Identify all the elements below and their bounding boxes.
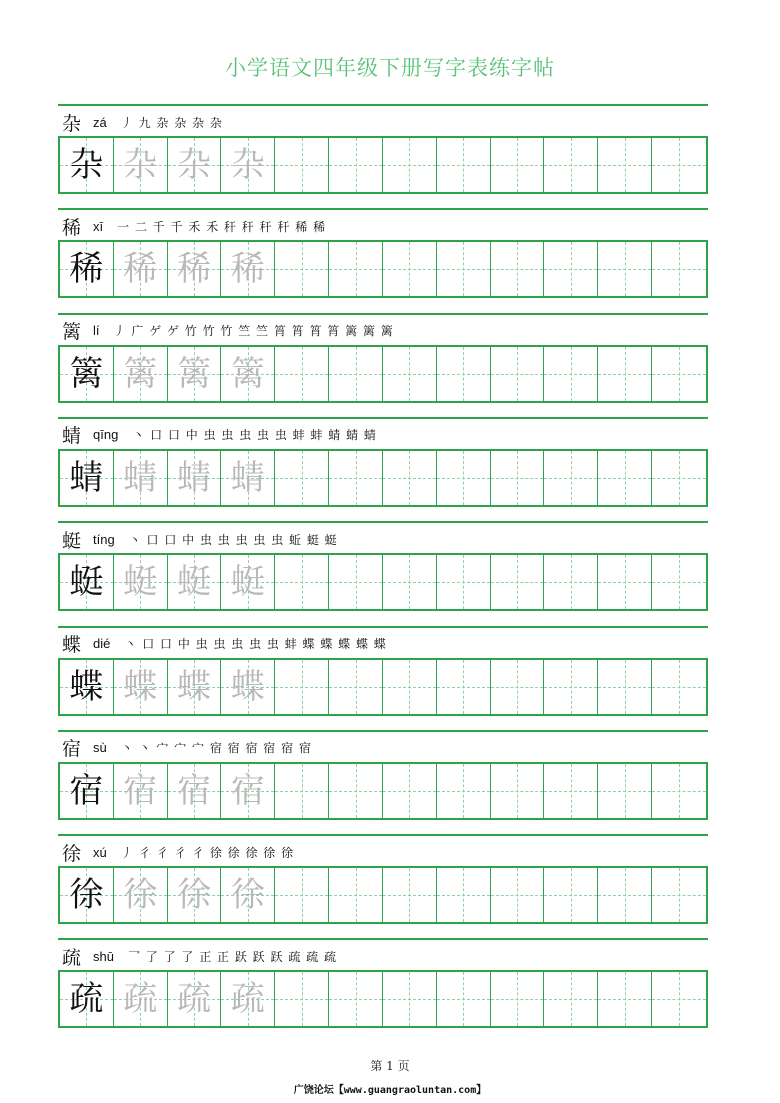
writing-grid xyxy=(58,762,708,820)
blank-cell[interactable] xyxy=(652,555,706,609)
blank-cell[interactable] xyxy=(329,868,383,922)
blank-cell[interactable] xyxy=(383,347,437,401)
grid-guide-horizontal xyxy=(652,269,706,270)
blank-cell[interactable] xyxy=(383,451,437,505)
trace-character: 蜻 xyxy=(177,457,212,498)
model-character: 杂 xyxy=(69,145,104,185)
blank-cell[interactable] xyxy=(437,868,491,922)
blank-cell[interactable] xyxy=(383,660,437,714)
model-character: 徐 xyxy=(69,875,104,916)
blank-cell[interactable] xyxy=(598,660,652,714)
heading-character: 蜻 xyxy=(62,425,82,448)
grid-guide-horizontal xyxy=(491,269,544,270)
trace-cell[interactable] xyxy=(168,451,222,505)
blank-cell[interactable] xyxy=(544,660,598,714)
model-cell[interactable] xyxy=(60,242,114,296)
blank-cell[interactable] xyxy=(652,660,706,714)
writing-grid xyxy=(58,866,708,924)
grid-guide-horizontal xyxy=(329,478,382,479)
grid-guide-horizontal xyxy=(491,791,544,792)
trace-character: 徐 xyxy=(177,875,212,916)
blank-cell[interactable] xyxy=(383,242,437,296)
trace-character: 疏 xyxy=(230,979,265,1020)
blank-cell[interactable] xyxy=(275,660,329,714)
row-divider xyxy=(58,313,708,315)
character-info xyxy=(62,944,337,968)
trace-cell[interactable] xyxy=(221,764,275,818)
blank-cell[interactable] xyxy=(383,555,437,609)
blank-cell[interactable] xyxy=(491,347,545,401)
grid-guide-horizontal xyxy=(383,269,436,270)
blank-cell[interactable] xyxy=(491,660,545,714)
trace-character: 宿 xyxy=(230,770,265,811)
blank-cell[interactable] xyxy=(544,242,598,296)
grid-guide-horizontal xyxy=(491,687,544,688)
grid-guide-horizontal xyxy=(491,165,544,166)
practice-row xyxy=(58,521,708,625)
writing-grid xyxy=(58,240,708,298)
stroke-order: 一 二 千 千 禾 禾 秆 秆 秆 秆 稀 稀 xyxy=(117,219,327,234)
pinyin-label: qīng xyxy=(93,427,119,443)
trace-character: 蜻 xyxy=(230,457,265,498)
grid-guide-horizontal xyxy=(329,582,382,583)
trace-character: 蝶 xyxy=(177,666,212,707)
blank-cell[interactable] xyxy=(275,347,329,401)
grid-guide-horizontal xyxy=(598,687,651,688)
blank-cell[interactable] xyxy=(544,555,598,609)
grid-guide-horizontal xyxy=(383,895,436,896)
trace-cell[interactable] xyxy=(168,242,222,296)
blank-cell[interactable] xyxy=(652,972,706,1026)
trace-character: 宿 xyxy=(177,770,212,811)
grid-guide-horizontal xyxy=(544,269,597,270)
writing-grid xyxy=(58,136,708,194)
trace-cell[interactable] xyxy=(221,972,275,1026)
blank-cell[interactable] xyxy=(491,242,545,296)
trace-cell[interactable] xyxy=(168,347,222,401)
heading-character: 蜓 xyxy=(62,529,82,552)
blank-cell[interactable] xyxy=(329,764,383,818)
character-info xyxy=(62,840,294,864)
grid-guide-horizontal xyxy=(383,478,436,479)
trace-cell[interactable] xyxy=(168,660,222,714)
pinyin-label: lí xyxy=(93,323,100,339)
row-divider xyxy=(58,626,708,628)
trace-cell[interactable] xyxy=(221,242,275,296)
stroke-order: 乛 了 了 了 正 正 跃 跃 跃 疏 疏 疏 xyxy=(127,949,337,964)
grid-guide-horizontal xyxy=(437,791,490,792)
pinyin-label: sù xyxy=(93,740,107,756)
grid-guide-horizontal xyxy=(652,687,706,688)
blank-cell[interactable] xyxy=(491,451,545,505)
trace-character: 宿 xyxy=(123,770,158,811)
blank-cell[interactable] xyxy=(329,660,383,714)
character-info xyxy=(62,319,394,343)
grid-guide-horizontal xyxy=(598,582,651,583)
model-cell[interactable] xyxy=(60,451,114,505)
blank-cell[interactable] xyxy=(329,972,383,1026)
grid-guide-horizontal xyxy=(329,165,382,166)
trace-cell[interactable] xyxy=(168,555,222,609)
trace-cell[interactable] xyxy=(114,242,168,296)
trace-character: 徐 xyxy=(123,875,158,916)
trace-cell[interactable] xyxy=(221,347,275,401)
character-info xyxy=(62,214,326,238)
grid-guide-horizontal xyxy=(652,999,706,1000)
heading-character: 蝶 xyxy=(62,634,82,656)
grid-guide-horizontal xyxy=(275,269,328,270)
trace-cell[interactable] xyxy=(168,868,222,922)
blank-cell[interactable] xyxy=(491,764,545,818)
grid-guide-horizontal xyxy=(491,374,544,375)
blank-cell[interactable] xyxy=(437,660,491,714)
grid-guide-horizontal xyxy=(598,478,651,479)
grid-guide-horizontal xyxy=(437,999,490,1000)
blank-cell[interactable] xyxy=(652,242,706,296)
trace-character: 蜓 xyxy=(123,562,158,603)
grid-guide-horizontal xyxy=(275,791,328,792)
model-cell[interactable] xyxy=(60,764,114,818)
blank-cell[interactable] xyxy=(329,138,383,192)
footer-site-link[interactable]: 广饶论坛【www.guangraoluntan.com】 xyxy=(293,1085,487,1096)
blank-cell[interactable] xyxy=(652,868,706,922)
blank-cell[interactable] xyxy=(598,764,652,818)
blank-cell[interactable] xyxy=(652,138,706,192)
model-character: 蜻 xyxy=(69,457,104,498)
blank-cell[interactable] xyxy=(437,242,491,296)
grid-guide-horizontal xyxy=(437,582,490,583)
trace-cell[interactable] xyxy=(114,138,168,192)
row-divider xyxy=(58,938,708,940)
grid-guide-horizontal xyxy=(544,165,597,166)
grid-guide-horizontal xyxy=(491,895,544,896)
trace-character: 杂 xyxy=(177,145,212,185)
blank-cell[interactable] xyxy=(544,972,598,1026)
blank-cell[interactable] xyxy=(437,451,491,505)
grid-guide-horizontal xyxy=(652,895,706,896)
blank-cell[interactable] xyxy=(598,451,652,505)
grid-guide-horizontal xyxy=(383,582,436,583)
trace-cell[interactable] xyxy=(114,972,168,1026)
grid-guide-horizontal xyxy=(491,582,544,583)
blank-cell[interactable] xyxy=(275,972,329,1026)
trace-character: 蜓 xyxy=(230,562,265,603)
blank-cell[interactable] xyxy=(329,451,383,505)
blank-cell[interactable] xyxy=(275,138,329,192)
blank-cell[interactable] xyxy=(329,242,383,296)
grid-guide-horizontal xyxy=(329,895,382,896)
blank-cell[interactable] xyxy=(598,555,652,609)
heading-character: 篱 xyxy=(62,321,82,344)
trace-cell[interactable] xyxy=(114,868,168,922)
trace-character: 篱 xyxy=(177,353,212,394)
blank-cell[interactable] xyxy=(598,242,652,296)
trace-character: 蝶 xyxy=(230,666,265,707)
blank-cell[interactable] xyxy=(491,972,545,1026)
trace-cell[interactable] xyxy=(114,660,168,714)
grid-guide-horizontal xyxy=(652,478,706,479)
blank-cell[interactable] xyxy=(491,555,545,609)
trace-cell[interactable] xyxy=(168,138,222,192)
heading-character: 稀 xyxy=(62,216,82,239)
pinyin-label: shū xyxy=(93,948,114,964)
character-info xyxy=(62,110,223,134)
grid-guide-horizontal xyxy=(437,165,490,166)
grid-guide-horizontal xyxy=(329,999,382,1000)
grid-guide-horizontal xyxy=(383,791,436,792)
blank-cell[interactable] xyxy=(652,451,706,505)
row-divider xyxy=(58,521,708,523)
grid-guide-horizontal xyxy=(544,999,597,1000)
model-cell[interactable] xyxy=(60,972,114,1026)
practice-row xyxy=(58,626,708,730)
writing-grid xyxy=(58,449,708,507)
practice-row xyxy=(58,834,708,938)
grid-guide-horizontal xyxy=(437,687,490,688)
trace-cell[interactable] xyxy=(114,347,168,401)
character-info xyxy=(62,632,387,656)
model-character: 蝶 xyxy=(69,666,104,707)
blank-cell[interactable] xyxy=(275,868,329,922)
grid-guide-horizontal xyxy=(329,687,382,688)
grid-guide-horizontal xyxy=(275,478,328,479)
character-info xyxy=(62,423,377,447)
grid-guide-horizontal xyxy=(275,165,328,166)
grid-guide-horizontal xyxy=(437,374,490,375)
heading-character: 杂 xyxy=(62,112,82,135)
blank-cell[interactable] xyxy=(437,347,491,401)
row-divider xyxy=(58,208,708,210)
blank-cell[interactable] xyxy=(652,764,706,818)
model-character: 疏 xyxy=(69,979,104,1020)
trace-character: 稀 xyxy=(230,249,265,290)
trace-cell[interactable] xyxy=(221,660,275,714)
blank-cell[interactable] xyxy=(275,242,329,296)
pinyin-label: tíng xyxy=(93,531,115,547)
practice-row xyxy=(58,730,708,834)
blank-cell[interactable] xyxy=(383,764,437,818)
trace-character: 篱 xyxy=(230,353,265,394)
model-cell[interactable] xyxy=(60,555,114,609)
trace-cell[interactable] xyxy=(168,972,222,1026)
practice-row xyxy=(58,208,708,312)
grid-guide-horizontal xyxy=(275,582,328,583)
trace-cell[interactable] xyxy=(221,555,275,609)
grid-guide-horizontal xyxy=(544,895,597,896)
character-info xyxy=(62,736,312,760)
grid-guide-horizontal xyxy=(652,582,706,583)
grid-guide-horizontal xyxy=(544,687,597,688)
stroke-order: 丶 丶 宀 宀 宀 宿 宿 宿 宿 宿 宿 xyxy=(120,741,312,756)
trace-character: 徐 xyxy=(230,875,265,916)
page-number: 第 1 页 xyxy=(370,1059,410,1073)
grid-guide-horizontal xyxy=(437,478,490,479)
grid-guide-horizontal xyxy=(652,165,706,166)
pinyin-label: xī xyxy=(93,218,104,234)
grid-guide-horizontal xyxy=(544,374,597,375)
model-character: 蜓 xyxy=(69,562,104,603)
blank-cell[interactable] xyxy=(491,138,545,192)
grid-guide-horizontal xyxy=(598,374,651,375)
blank-cell[interactable] xyxy=(383,138,437,192)
grid-guide-horizontal xyxy=(383,374,436,375)
trace-cell[interactable] xyxy=(114,764,168,818)
heading-character: 疏 xyxy=(62,946,82,969)
blank-cell[interactable] xyxy=(544,764,598,818)
grid-guide-horizontal xyxy=(491,478,544,479)
blank-cell[interactable] xyxy=(544,868,598,922)
blank-cell[interactable] xyxy=(437,972,491,1026)
grid-guide-horizontal xyxy=(544,791,597,792)
grid-guide-horizontal xyxy=(383,687,436,688)
grid-guide-horizontal xyxy=(491,999,544,1000)
pinyin-label: dié xyxy=(93,636,111,651)
blank-cell[interactable] xyxy=(383,972,437,1026)
trace-character: 蜓 xyxy=(177,562,212,603)
practice-row xyxy=(58,938,708,1042)
stroke-order: 丶 口 口 中 虫 虫 虫 虫 虫 蚌 蚌 蜻 蜻 蜻 xyxy=(132,428,377,443)
trace-cell[interactable] xyxy=(114,451,168,505)
grid-guide-horizontal xyxy=(598,269,651,270)
blank-cell[interactable] xyxy=(598,972,652,1026)
blank-cell[interactable] xyxy=(544,138,598,192)
practice-row xyxy=(58,313,708,417)
stroke-order: 丿 九 杂 杂 杂 杂 xyxy=(120,115,223,130)
blank-cell[interactable] xyxy=(275,764,329,818)
trace-cell[interactable] xyxy=(221,138,275,192)
grid-guide-horizontal xyxy=(437,269,490,270)
pinyin-label: xú xyxy=(93,844,107,860)
row-divider xyxy=(58,104,708,106)
grid-guide-horizontal xyxy=(598,999,651,1000)
trace-character: 疏 xyxy=(177,979,212,1020)
blank-cell[interactable] xyxy=(652,347,706,401)
blank-cell[interactable] xyxy=(437,555,491,609)
blank-cell[interactable] xyxy=(437,764,491,818)
model-character: 稀 xyxy=(69,249,104,290)
blank-cell[interactable] xyxy=(544,347,598,401)
trace-cell[interactable] xyxy=(168,764,222,818)
blank-cell[interactable] xyxy=(598,347,652,401)
character-info xyxy=(62,527,338,551)
pinyin-label: zá xyxy=(93,114,107,130)
grid-guide-horizontal xyxy=(275,687,328,688)
trace-cell[interactable] xyxy=(221,868,275,922)
grid-guide-horizontal xyxy=(652,374,706,375)
grid-guide-horizontal xyxy=(598,165,651,166)
grid-guide-horizontal xyxy=(383,999,436,1000)
trace-cell[interactable] xyxy=(221,451,275,505)
stroke-order: 丿 广 ゲ ゲ 竹 竹 竹 竺 竺 筲 筲 筲 筲 篱 篱 篱 xyxy=(113,324,394,339)
model-cell[interactable] xyxy=(60,347,114,401)
blank-cell[interactable] xyxy=(329,555,383,609)
blank-cell[interactable] xyxy=(598,138,652,192)
trace-character: 稀 xyxy=(123,249,158,290)
practice-row xyxy=(58,417,708,521)
grid-guide-horizontal xyxy=(544,478,597,479)
model-cell[interactable] xyxy=(60,138,114,192)
blank-cell[interactable] xyxy=(491,868,545,922)
blank-cell[interactable] xyxy=(437,138,491,192)
grid-guide-horizontal xyxy=(437,895,490,896)
grid-guide-horizontal xyxy=(598,895,651,896)
grid-guide-horizontal xyxy=(544,582,597,583)
model-cell[interactable] xyxy=(60,868,114,922)
grid-guide-horizontal xyxy=(652,791,706,792)
trace-character: 篱 xyxy=(123,353,158,394)
heading-character: 徐 xyxy=(62,842,82,865)
trace-character: 杂 xyxy=(123,145,158,185)
stroke-order: 丶 口 口 中 虫 虫 虫 虫 虫 蚌 蝶 蝶 蝶 蝶 蝶 xyxy=(124,637,387,651)
grid-guide-horizontal xyxy=(275,999,328,1000)
blank-cell[interactable] xyxy=(383,868,437,922)
blank-cell[interactable] xyxy=(275,451,329,505)
grid-guide-horizontal xyxy=(329,791,382,792)
blank-cell[interactable] xyxy=(598,868,652,922)
writing-grid xyxy=(58,970,708,1028)
trace-character: 蝶 xyxy=(123,666,158,707)
model-character: 宿 xyxy=(69,770,104,811)
trace-character: 蜻 xyxy=(123,457,158,498)
stroke-order: 丶 口 口 中 虫 虫 虫 虫 虫 蚯 蜓 蜓 xyxy=(128,532,338,547)
grid-guide-horizontal xyxy=(383,165,436,166)
trace-cell[interactable] xyxy=(114,555,168,609)
grid-guide-horizontal xyxy=(275,374,328,375)
grid-guide-horizontal xyxy=(598,791,651,792)
grid-guide-horizontal xyxy=(275,895,328,896)
row-divider xyxy=(58,730,708,732)
row-divider xyxy=(58,417,708,419)
heading-character: 宿 xyxy=(62,738,82,761)
writing-grid xyxy=(58,658,708,716)
model-character: 篱 xyxy=(69,353,104,394)
trace-character: 疏 xyxy=(123,979,158,1020)
blank-cell[interactable] xyxy=(544,451,598,505)
blank-cell[interactable] xyxy=(275,555,329,609)
trace-character: 杂 xyxy=(230,145,265,185)
grid-guide-horizontal xyxy=(329,269,382,270)
grid-guide-horizontal xyxy=(329,374,382,375)
practice-row xyxy=(58,104,708,208)
page-title: 小学语文四年级下册写字表练字帖 xyxy=(225,56,555,80)
stroke-order: 丿 彳 彳 彳 彳 徐 徐 徐 徐 徐 xyxy=(120,845,295,860)
trace-character: 稀 xyxy=(177,249,212,290)
row-divider xyxy=(58,834,708,836)
model-cell[interactable] xyxy=(60,660,114,714)
writing-grid xyxy=(58,345,708,403)
writing-grid xyxy=(58,553,708,611)
blank-cell[interactable] xyxy=(329,347,383,401)
